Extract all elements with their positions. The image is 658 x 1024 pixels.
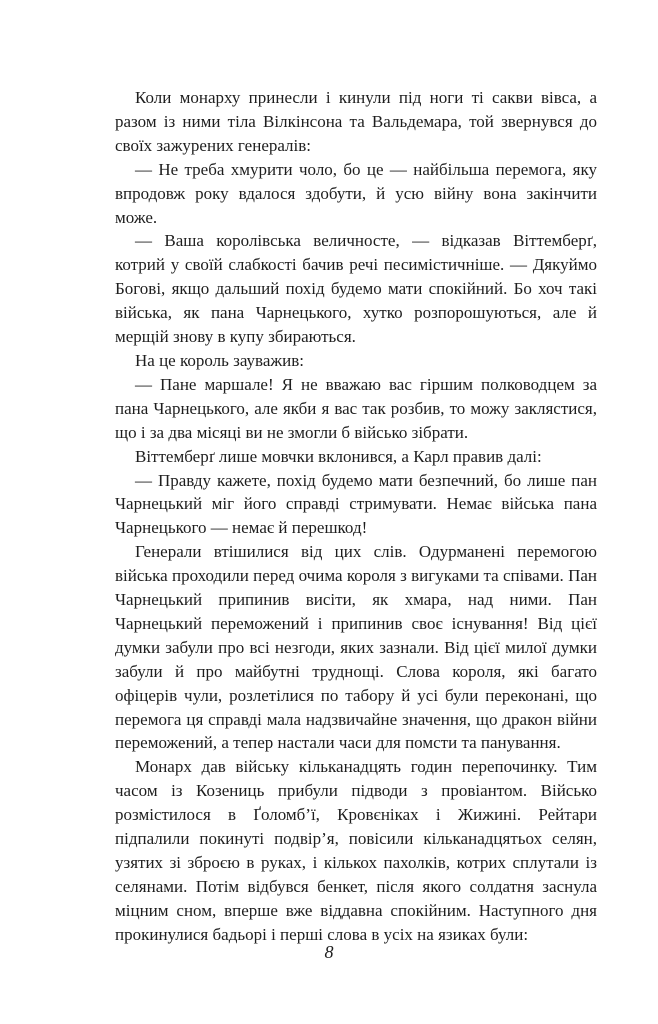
body-text [115,86,597,947]
paragraph: — Не треба хмурити чоло, бо це — найбільша перемога, яку впродовж року вдалося здобути, й усю війну вона закінчити може. [115,159,597,227]
paragraph: — Ваша королівська величносте, — відказав Віттемберґ, котрий у своїй слабкості бачив речі песимістичніше. — Дякуймо Богові, якщо дальший похід будемо мати спокійний. Бо хоч такі війська, як пана Чарнецького, хутко розпорошуються, але й мерщій знову в купу збираються. [115,231,597,347]
paragraph: На це король зауважив: [135,350,304,370]
page-number: 8 [324,942,334,962]
paragraph: Віттемберґ лише мовчки вклонився, а Карл правив далі: [135,446,542,466]
paragraph: Монарх дав війську кільканадцять годин перепочинку. Тим часом із Козениць прибули підводи з провіантом. Військо розмістилося в Ґоломб’ї, Кровєніках і Жижині. Рейтари підпалили покинуті подвір’я, повісили кільканадцятьох селян, узятих зі зброєю в руках, і кількох пахолків, котрих сплутали із селянами. Потім відбувся бенкет, після якого солдатня заснула міцним сном, вперше вже віддавна спокійним. Наступного дня прокинулися бадьорі і перші слова в усіх на язиках були: [115,757,597,944]
paragraph: — Правду кажете, похід будемо мати безпечний, бо лише пан Чарнецький міг його справді стримувати. Немає війська пана Чарнецького — немає й перешкод! [115,470,597,538]
paragraph: Генерали втішилися від цих слів. Одурманені перемогою війська проходили перед очима короля з вигуками та співами. Пан Чарнецький припинив висіти, як хмара, над ними. Пан Чарнецький переможений і припинив своє існування! Від цієї думки забули про всі незгоди, яких зазнали. Від цієї милої думки забули й про майбутні труднощі. Слова короля, які багато офіцерів чули, розлетілися по табору й усі були переконані, що перемога ця справді мала надзвичайне значення, що дракон війни переможений, а тепер настали часи для помсти та панування. [115,542,597,753]
paragraph: — Пане маршале! Я не вважаю вас гіршим полководцем за пана Чарнецького, але якби я вас так розбив, то можу заклястися, що і за два місяці ви не змогли б військо зібрати. [115,374,597,442]
paragraph: Коли монарху принесли і кинули під ноги ті сакви вівса, а разом із ними тіла Вілкінсона та Вальдемара, той звернувся до своїх зажурених генералів: [115,88,597,155]
